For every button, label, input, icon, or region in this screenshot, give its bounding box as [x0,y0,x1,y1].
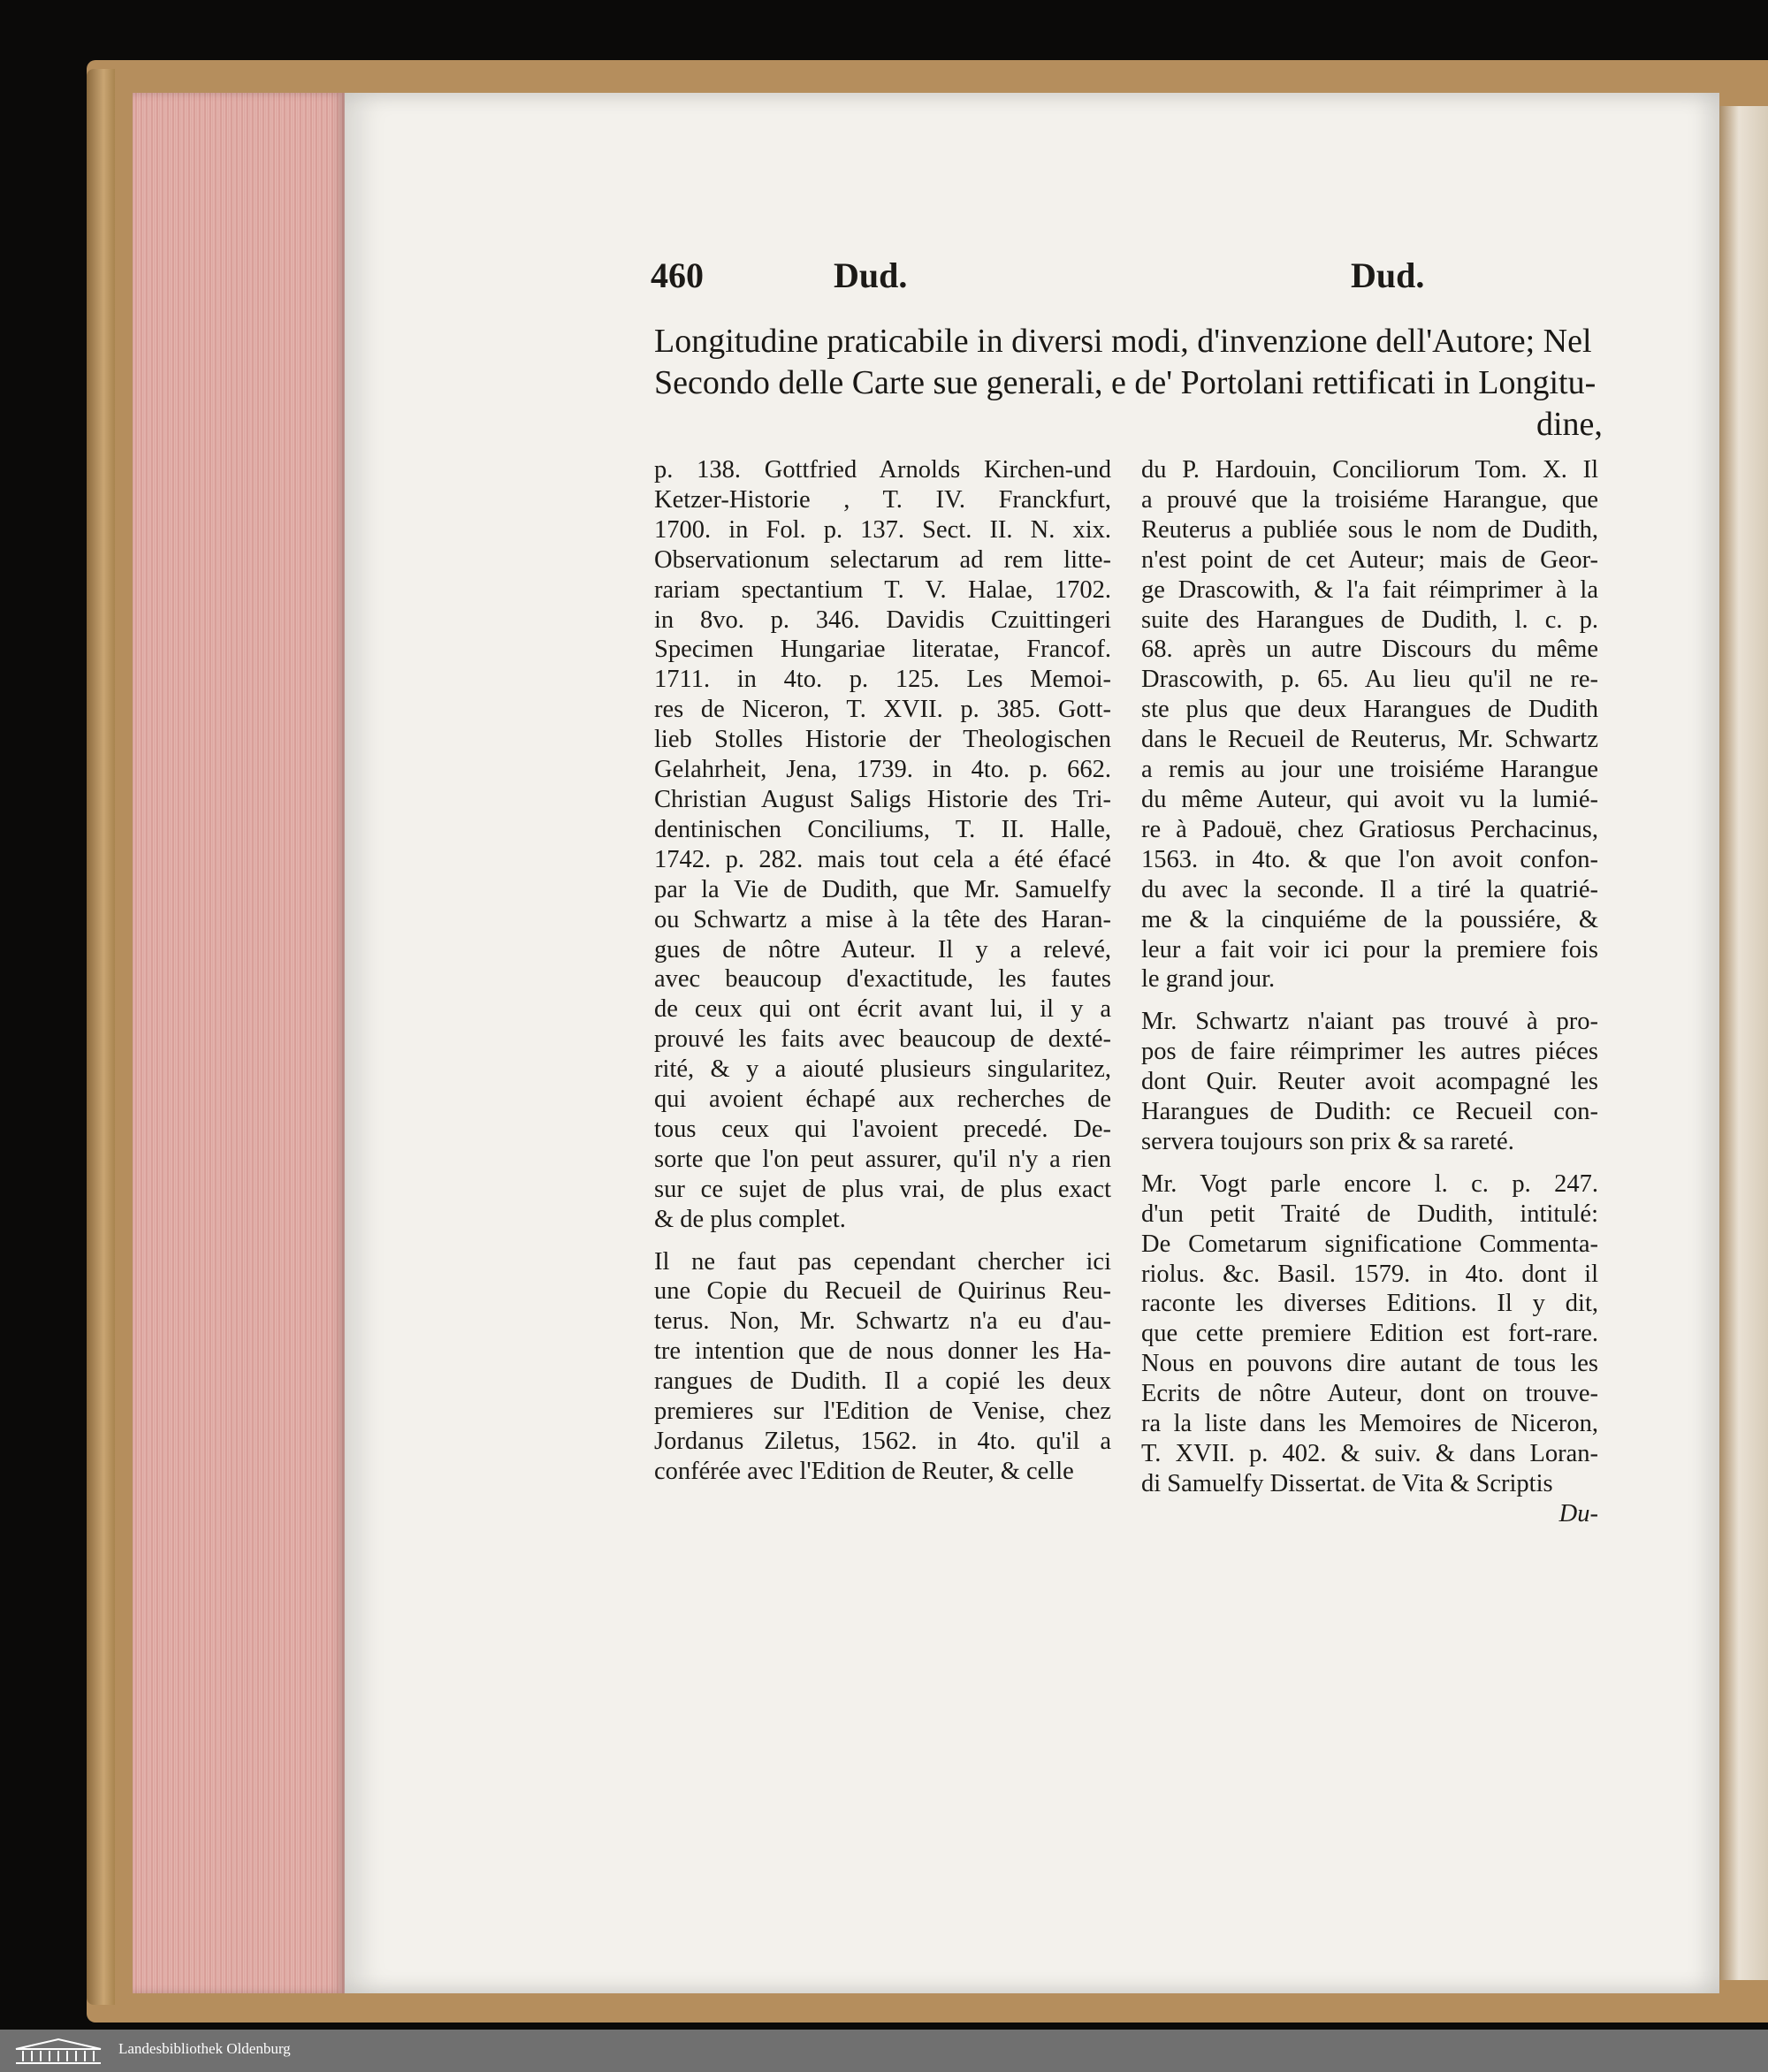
text-line: rangues de Dudith. Il a copié les deux [654,1367,1111,1396]
text-line: premieres sur l'Edition de Venise, chez [654,1398,1111,1426]
text-line: re à Padouë, chez Gratiosus Perchacinus, [1141,815,1598,843]
text-line: p. 138. Gottfried Arnolds Kirchen-und [654,456,1111,484]
text-line: Ecrits de nôtre Auteur, dont on trouve- [1141,1380,1598,1408]
paragraph-gap [1141,994,1598,1007]
text-line: Christian August Saligs Historie des Tri- [654,785,1111,813]
text-line: lieb Stolles Historie der Theologischen [654,726,1111,754]
library-building-icon [12,2037,104,2065]
text-line: avec beaucoup d'exactitude, les fautes [654,965,1111,994]
text-line: gues de nôtre Auteur. Il y a relevé, [654,935,1111,964]
footer-bar [0,2030,1768,2072]
text-line: le grand jour. [1141,965,1276,994]
text-line: a prouvé que la troisiéme Harangue, que [1141,485,1598,514]
text-line: Jordanus Ziletus, 1562. in 4to. qu'il a [654,1428,1111,1455]
text-line: 1700. in Fol. p. 137. Sect. II. N. xix. [654,515,1111,544]
carryover-text [654,321,1600,404]
paragraph-gap [1141,1157,1598,1169]
text-line: & de plus complet. [654,1205,846,1233]
text-line: 1711. in 4to. p. 125. Les Memoi- [654,666,1111,694]
text-line: du même Auteur, qui avoit vu la lumié- [1141,785,1598,813]
text-line: a remis au jour une troisiéme Harangue [1141,756,1598,784]
text-line: Mr. Vogt parle encore l. c. p. 247. [1141,1169,1598,1198]
catchword: Du- [1558,1499,1598,1527]
text-line: Reuterus a publiée sous le nom de Dudith, [1141,515,1598,544]
text-line: 1742. p. 282. mais tout cela a été éfacé [654,845,1111,873]
text-line: Harangues de Dudith: ce Recueil con- [1141,1098,1598,1126]
text-line: ra la liste dans les Memoires de Niceron, [1141,1410,1598,1438]
text-line: par la Vie de Dudith, que Mr. Samuelfy [654,875,1111,903]
text-line: ge Drascowith, & l'a fait réimprimer à la [1141,575,1598,604]
running-head-right: Dud. [1351,255,1425,295]
text-line: Mr. Schwartz n'aiant pas trouvé à pro- [1141,1008,1598,1036]
text-line: Nous en pouvons dire autant de tous les [1141,1350,1598,1378]
text-line: tre intention que de nous donner les Ha- [654,1337,1111,1366]
text-line: sorte que l'on peut assurer, qu'il n'y a rien [654,1145,1111,1173]
text-line: Observationum selectarum ad rem litte- [654,545,1111,574]
text-line: riolus. &c. Basil. 1579. in 4to. dont il [1141,1260,1598,1288]
text-line: tous ceux qui l'avoient precedé. De- [654,1115,1111,1143]
carryover-line: Secondo delle Carte sue generali, e de' Portolani rettificati in Longitu- [654,364,1597,401]
text-line: raconte les diverses Editions. Il y dit, [1141,1290,1598,1318]
text-line: Gelahrheit, Jena, 1739. in 4to. p. 662. [654,756,1111,784]
text-line: une Copie du Recueil de Quirinus Reu- [654,1277,1111,1306]
text-line: rité, & y a aiouté plusieurs singularitez, [654,1055,1111,1084]
text-line: servera toujours son prix & sa rareté. [1141,1127,1514,1155]
text-line: dont Quir. Reuter avoit acompagné les [1141,1068,1598,1096]
text-line: Drascowith, p. 65. Au lieu qu'il ne re- [1141,666,1598,694]
text-line: du P. Hardouin, Conciliorum Tom. X. Il [1141,456,1598,484]
text-line: dentinischen Conciliums, T. II. Halle, [654,815,1111,843]
carryover-last-word: dine, [1536,406,1603,443]
text-line: di Samuelfy Dissertat. de Vita & Scriptis [1141,1469,1553,1497]
running-head-center: Dud. [834,255,908,295]
page-block-edge [133,93,345,1993]
text-line: ou Schwartz a mise à la tête des Haran- [654,905,1111,933]
text-line: qui avoient échapé aux recherches de [654,1086,1111,1114]
paragraph-gap [654,1235,1111,1247]
text-line: du avec la seconde. Il a tiré la quatrié- [1141,875,1598,903]
text-line: sur ce sujet de plus vrai, de plus exact [654,1175,1111,1203]
text-line: T. XVII. p. 402. & suiv. & dans Loran- [1141,1440,1598,1467]
right-column [1141,455,1598,1529]
text-line: 1563. in 4to. & que l'on avoit confon- [1141,845,1598,873]
text-line: terus. Non, Mr. Schwartz n'a eu d'au- [654,1307,1111,1336]
text-line: n'est point de cet Auteur; mais de Geor- [1141,545,1598,574]
footer-label: Landesbibliothek Oldenburg [118,2040,291,2057]
text-line: Ketzer-Historie , T. IV. Franckfurt, [654,485,1111,514]
text-line: leur a fait voir ici pour la premiere fois [1141,935,1598,964]
text-line: d'un petit Traité de Dudith, intitulé: [1141,1200,1598,1228]
text-line: in 8vo. p. 346. Davidis Czuittingeri [654,606,1111,634]
text-line: ste plus que deux Harangues de Dudith [1141,696,1598,724]
text-line: dans le Recueil de Reuterus, Mr. Schwartz [1141,726,1598,754]
text-line: 68. après un autre Discours du même [1141,636,1598,664]
text-line: me & la cinquiéme de la poussiére, & [1141,905,1598,933]
book-binding [87,69,115,2005]
text-line: Specimen Hungariae literatae, Francof. [654,636,1111,664]
text-line: res de Niceron, T. XVII. p. 385. Gott- [654,696,1111,724]
carryover-line: Longitudine praticabile in diversi modi, d'invenzione dell'Autore; Nel [654,323,1592,360]
text-line: prouvé les faits avec beaucoup de dexté- [654,1025,1111,1054]
text-line: conférée avec l'Edition de Reuter, & celle [654,1457,1074,1485]
text-line: pos de faire réimprimer les autres piéces [1141,1038,1598,1066]
left-column [654,455,1111,1487]
facing-page-edge [1719,106,1768,1980]
text-line: de ceux qui ont écrit avant lui, il y a [654,995,1111,1024]
text-line: rariam spectantium T. V. Halae, 1702. [654,575,1111,604]
text-line: Il ne faut pas cependant chercher ici [654,1247,1111,1276]
text-line: que cette premiere Edition est fort-rare. [1141,1320,1598,1348]
page-number: 460 [651,255,704,295]
text-line: suite des Harangues de Dudith, l. c. p. [1141,606,1598,634]
text-line: De Cometarum significatione Commenta- [1141,1230,1598,1258]
